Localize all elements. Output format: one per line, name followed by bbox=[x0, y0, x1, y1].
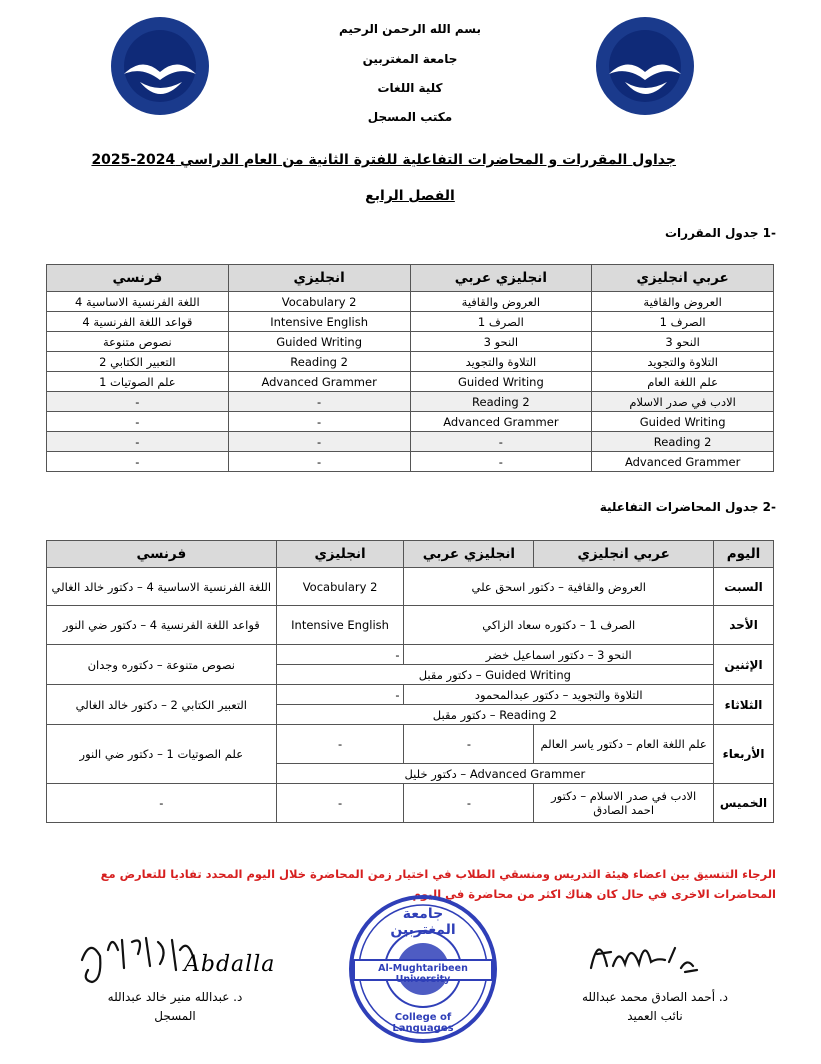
table-row bbox=[47, 392, 774, 412]
table-cell: Guided Writing bbox=[410, 372, 592, 392]
col-fr: فرنسي bbox=[47, 265, 229, 292]
courses-header-row bbox=[47, 265, 774, 292]
table-cell: - bbox=[47, 432, 229, 452]
basmala: بسم الله الرحمن الرحيم bbox=[338, 22, 482, 36]
table-row bbox=[47, 312, 774, 332]
col-day: اليوم bbox=[714, 541, 774, 568]
day-cell: الخميس bbox=[714, 784, 774, 823]
table-cell: علم اللغة العام – دكتور ياسر العالم bbox=[534, 725, 714, 764]
table-row bbox=[47, 332, 774, 352]
office-name: مكتب المسجل bbox=[367, 110, 453, 124]
stamp-university-text: Al-Mughtaribeen University bbox=[378, 963, 468, 985]
table-cell: العروض والقافية bbox=[592, 292, 774, 312]
table-cell: - bbox=[410, 432, 592, 452]
table-row bbox=[47, 725, 774, 764]
table-cell: Advanced Grammer bbox=[592, 452, 774, 472]
col-fr: فرنسي bbox=[47, 541, 277, 568]
lectures-heading: -2 جدول المحاضرات التفاعلية bbox=[599, 500, 776, 514]
table-cell: التلاوة والتجويد bbox=[592, 352, 774, 372]
table-cell: - bbox=[228, 452, 410, 472]
table-cell: Vocabulary 2 bbox=[228, 292, 410, 312]
table-cell: Guided Writing – دكتور مقبل bbox=[276, 665, 713, 685]
table-cell: الصرف 1 bbox=[592, 312, 774, 332]
table-cell: - bbox=[47, 412, 229, 432]
table-cell: اللغة الفرنسية الاساسية 4 – دكتور خالد الغالي bbox=[47, 568, 277, 606]
table-cell: قواعد اللغة الفرنسية 4 bbox=[47, 312, 229, 332]
table-cell: اللغة الفرنسية الاساسية 4 bbox=[47, 292, 229, 312]
table-cell: علم الصوتيات 1 bbox=[47, 372, 229, 392]
table-cell: التلاوة والتجويد bbox=[410, 352, 592, 372]
table-row bbox=[47, 568, 774, 606]
table-cell: قواعد اللغة الفرنسية 4 – دكتور ضي النور bbox=[47, 606, 277, 645]
document-title: جداول المقررات و المحاضرات التفاعلية للفترة الثانية من العام الدراسي 2024-2025 bbox=[91, 152, 676, 168]
university-logo-right bbox=[595, 16, 695, 116]
signatory-left-name: د. عبدالله منير خالد عبدالله bbox=[107, 990, 243, 1004]
table-cell: - bbox=[404, 784, 534, 823]
table-row bbox=[47, 372, 774, 392]
table-cell: Reading 2 bbox=[410, 392, 592, 412]
table-row bbox=[47, 432, 774, 452]
table-cell: العروض والقافية – دكتور اسحق علي bbox=[404, 568, 714, 606]
col-ar-en: عربي انجليزي bbox=[534, 541, 714, 568]
signature-script-text: Abdalla bbox=[184, 952, 276, 977]
table-row bbox=[47, 352, 774, 372]
semester-title: الفصل الرابع bbox=[365, 188, 455, 204]
day-cell: الأحد bbox=[714, 606, 774, 645]
day-cell: السبت bbox=[714, 568, 774, 606]
table-cell: التعبير الكتابي 2 bbox=[47, 352, 229, 372]
table-cell: Reading 2 bbox=[592, 432, 774, 452]
table-cell: Intensive English bbox=[228, 312, 410, 332]
col-en: انجليزي bbox=[228, 265, 410, 292]
table-cell: - bbox=[47, 784, 277, 823]
table-cell: الصرف 1 bbox=[410, 312, 592, 332]
table-row bbox=[47, 412, 774, 432]
table-cell: Guided Writing bbox=[592, 412, 774, 432]
table-row bbox=[47, 784, 774, 823]
table-cell: العروض والقافية bbox=[410, 292, 592, 312]
day-cell: الإثنين bbox=[714, 645, 774, 685]
table-cell: Guided Writing bbox=[228, 332, 410, 352]
table-cell: - bbox=[228, 412, 410, 432]
table-cell: الادب في صدر الاسلام – دكتور احمد الصادق bbox=[534, 784, 714, 823]
coordination-note: الرجاء التنسيق بين اعضاء هيئة التدريس ومنسقي الطلاب في اختيار زمن المحاضرة خلال اليوم المحدد تفاديا للتعارض مع المحاضرات الاخرى في حال كان هناك اكثر من محاضرة في اليوم bbox=[100, 867, 776, 901]
table-cell: Advanced Grammer bbox=[228, 372, 410, 392]
signature-left bbox=[72, 920, 276, 986]
courses-heading: -1 جدول المقررات bbox=[665, 226, 776, 240]
table-cell: علم اللغة العام bbox=[592, 372, 774, 392]
table-cell: - bbox=[228, 392, 410, 412]
table-cell: الادب في صدر الاسلام bbox=[592, 392, 774, 412]
stamp-college-text: College of Languages bbox=[392, 1012, 454, 1034]
table-cell: - bbox=[47, 392, 229, 412]
table-cell: التلاوة والتجويد – دكتور عبدالمحمود bbox=[404, 685, 714, 705]
table-cell: - bbox=[276, 685, 404, 705]
table-cell: النحو 3 bbox=[592, 332, 774, 352]
table-cell: Intensive English bbox=[276, 606, 404, 645]
table-cell: نصوص متنوعة bbox=[47, 332, 229, 352]
table-cell: Vocabulary 2 bbox=[276, 568, 404, 606]
signatory-right-name: د. أحمد الصادق محمد عبدالله bbox=[582, 990, 728, 1004]
courses-table bbox=[46, 264, 774, 472]
table-cell: النحو 3 bbox=[410, 332, 592, 352]
col-en-ar: انجليزي عربي bbox=[404, 541, 534, 568]
table-cell: التعبير الكتابي 2 – دكتور خالد الغالي bbox=[47, 685, 277, 725]
table-cell: علم الصوتيات 1 – دكتور ضي النور bbox=[47, 725, 277, 784]
col-en: انجليزي bbox=[276, 541, 404, 568]
col-ar-en: عربي انجليزي bbox=[592, 265, 774, 292]
table-row bbox=[47, 606, 774, 645]
signatory-left-title: المسجل bbox=[154, 1009, 196, 1023]
table-cell: - bbox=[276, 725, 404, 764]
table-cell: الصرف 1 – دكتوره سعاد الزاكي bbox=[404, 606, 714, 645]
table-row bbox=[47, 645, 774, 665]
table-cell: Reading 2 bbox=[228, 352, 410, 372]
university-name: جامعة المغتربين bbox=[362, 52, 458, 66]
table-cell: - bbox=[404, 725, 534, 764]
col-en-ar: انجليزي عربي bbox=[410, 265, 592, 292]
table-row bbox=[47, 292, 774, 312]
signatory-right-title: نائب العميد bbox=[627, 1009, 683, 1023]
table-cell: Reading 2 – دكتور مقبل bbox=[276, 705, 713, 725]
table-cell: - bbox=[276, 645, 404, 665]
day-cell: الأربعاء bbox=[714, 725, 774, 784]
faculty-name: كلية اللغات bbox=[377, 81, 443, 95]
college-stamp bbox=[348, 894, 498, 1044]
table-cell: - bbox=[47, 452, 229, 472]
table-cell: Advanced Grammer bbox=[410, 412, 592, 432]
table-cell: - bbox=[228, 432, 410, 452]
signature-right bbox=[585, 928, 705, 980]
day-cell: الثلاثاء bbox=[714, 685, 774, 725]
table-row bbox=[47, 452, 774, 472]
stamp-arabic-text: جامعة المغتربين bbox=[390, 906, 456, 938]
lectures-table bbox=[46, 540, 774, 823]
table-cell: النحو 3 – دكتور اسماعيل خضر bbox=[404, 645, 714, 665]
table-cell: Advanced Grammer – دكتور خليل bbox=[276, 764, 713, 784]
table-cell: نصوص متنوعة – دكتوره وجدان bbox=[47, 645, 277, 685]
table-cell: - bbox=[410, 452, 592, 472]
lectures-header-row bbox=[47, 541, 774, 568]
university-logo-left bbox=[110, 16, 210, 116]
table-row bbox=[47, 685, 774, 705]
table-cell: - bbox=[276, 784, 404, 823]
